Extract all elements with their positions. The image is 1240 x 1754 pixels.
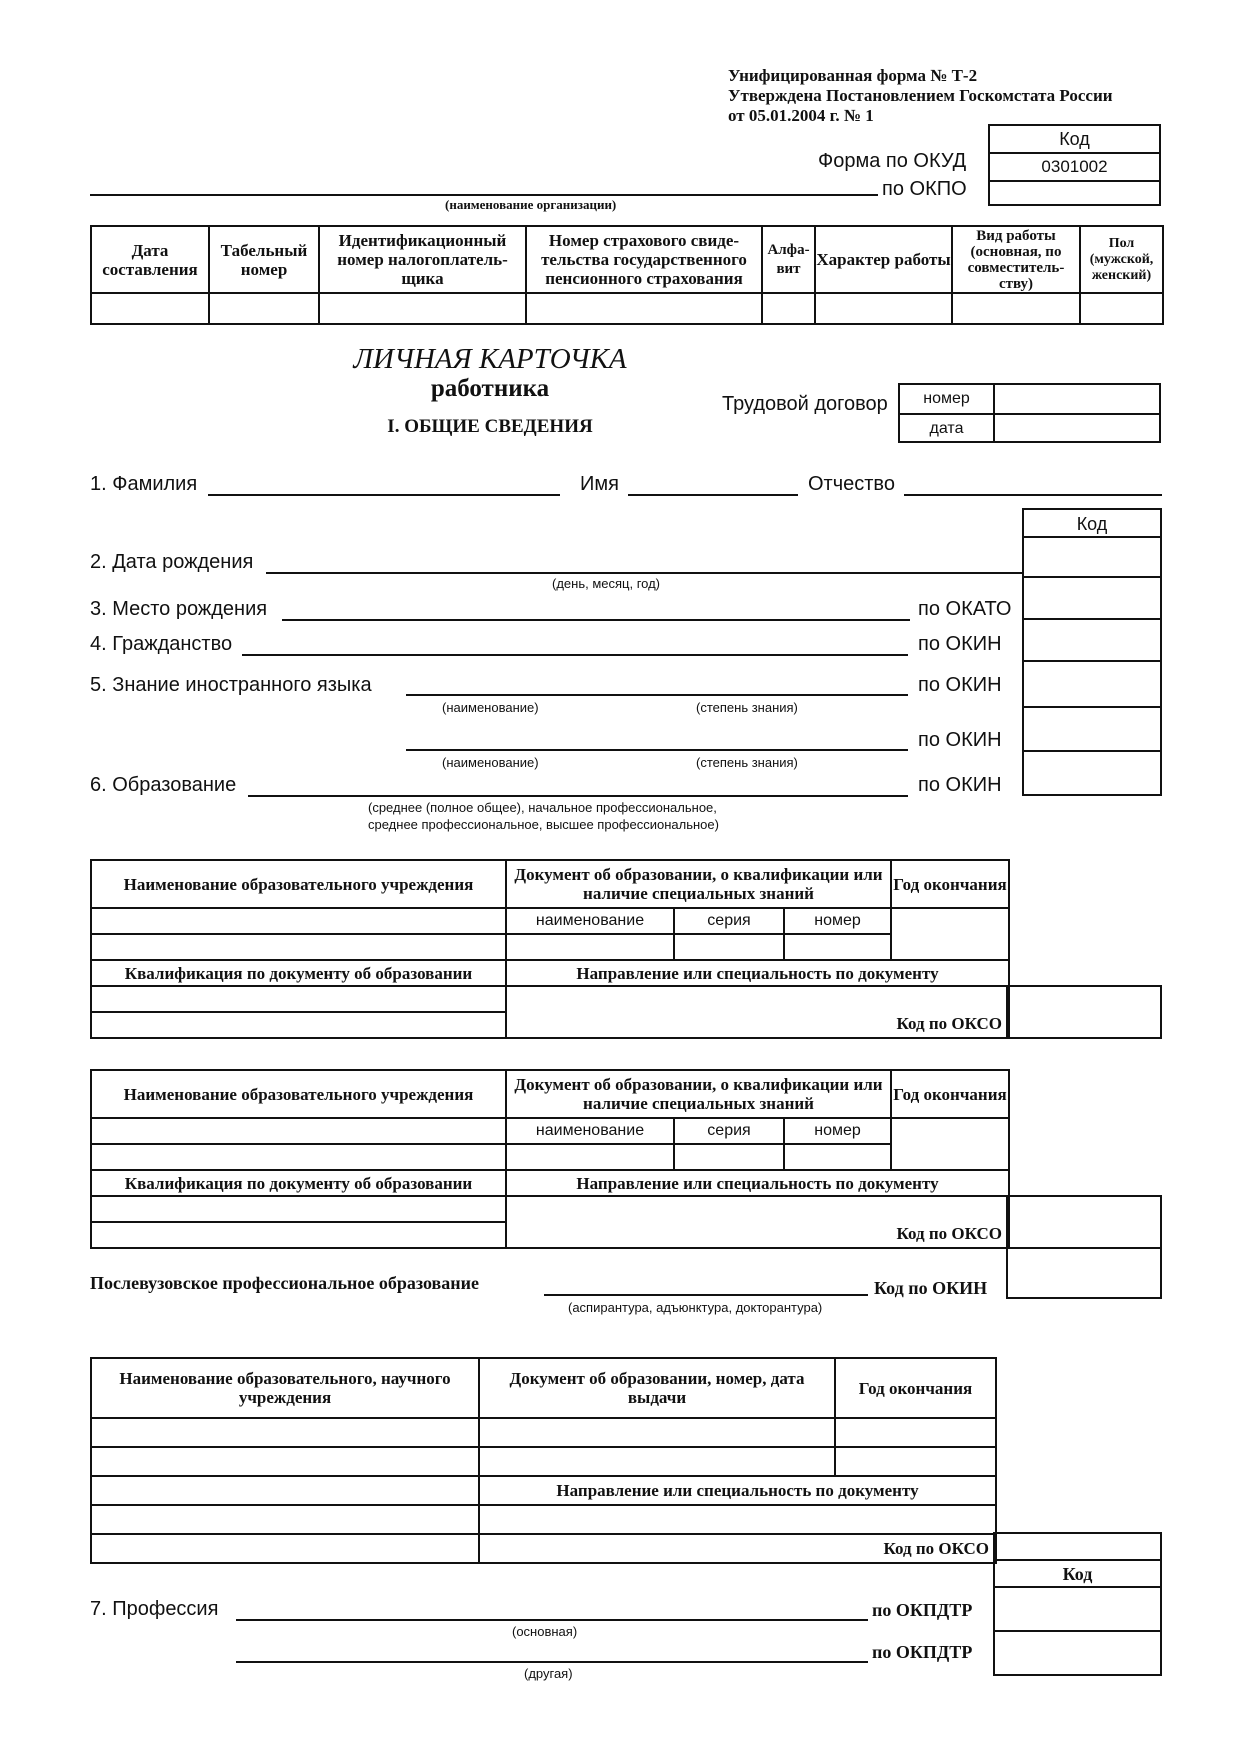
cell-work-kind[interactable] <box>952 293 1080 324</box>
col-work-kind: Вид работы (основная, по совместитель-ству) <box>952 226 1080 293</box>
kod-okato[interactable] <box>1024 578 1160 620</box>
edu1-doc-series-cell[interactable] <box>674 934 784 960</box>
okud-box <box>988 124 1161 206</box>
edu1-qualification-header: Квалификация по документу об образовании <box>91 960 506 986</box>
col-date: Дата составления <box>91 226 209 293</box>
edu2-doc-name-header: наименование <box>506 1118 674 1144</box>
employee-data-table <box>90 225 1164 325</box>
profession-kod-column <box>993 1559 1162 1676</box>
sci-okso-label: Код по ОКСО <box>479 1534 996 1563</box>
sci-direction-header: Направление или специальность по документу <box>479 1476 996 1505</box>
science-table <box>90 1357 997 1564</box>
contract-date-field[interactable] <box>995 415 1159 443</box>
edu2-doc-name-cell[interactable] <box>506 1144 674 1170</box>
edu1-okso-box[interactable] <box>1006 985 1162 1039</box>
okpo-label: по ОКПО <box>882 178 967 200</box>
edu2-doc-number-header: номер <box>784 1118 891 1144</box>
edu2-qualification-cell-1[interactable] <box>91 1196 506 1222</box>
edu2-institution-cell-2[interactable] <box>91 1144 506 1170</box>
form-header-line2: Утверждена Постановлением Госкомстата России <box>728 86 1113 105</box>
profession-kod-label: Код <box>995 1561 1160 1588</box>
card-subtitle: работника <box>430 375 550 402</box>
edu2-institution-header: Наименование образовательного учреждения <box>91 1070 506 1118</box>
sci-document-cell-2[interactable] <box>479 1447 835 1476</box>
form-header <box>728 66 1113 126</box>
sci-year-cell-2[interactable] <box>835 1447 996 1476</box>
edu1-doc-number-cell[interactable] <box>784 934 891 960</box>
okin-language-2-label: по ОКИН <box>918 729 1002 751</box>
postgrad-caption: (аспирантура, адъюнктура, докторантура) <box>568 1300 823 1315</box>
sci-document-cell-1[interactable] <box>479 1418 835 1447</box>
col-work-type: Характер работы <box>815 226 952 293</box>
contract-number-field[interactable] <box>995 385 1159 413</box>
sci-institution-cell-4[interactable] <box>91 1505 479 1534</box>
edu2-institution-cell-1[interactable] <box>91 1118 506 1144</box>
okud-kod-label: Код <box>990 126 1159 154</box>
postgrad-label: Послевузовское профессиональное образование <box>90 1273 479 1293</box>
edu2-okso-label: Код по ОКСО <box>506 1196 1009 1248</box>
language-field-2[interactable] <box>406 749 908 751</box>
org-name-line[interactable] <box>90 194 878 196</box>
edu1-direction-header: Направление или специальность по документу <box>506 960 1009 986</box>
sci-institution-cell-5[interactable] <box>91 1534 479 1563</box>
contract-label: Трудовой договор <box>722 393 888 415</box>
col-gender: Пол (мужской, женский) <box>1080 226 1163 293</box>
education-table-2 <box>90 1069 1010 1249</box>
okato-label: по ОКАТО <box>918 598 1012 620</box>
edu2-year-cell[interactable] <box>891 1118 1009 1170</box>
col-tabel: Табельный номер <box>209 226 319 293</box>
sci-direction-cell[interactable] <box>479 1505 996 1534</box>
col-snils: Номер страхового свиде-тельства государственного пенсионного страхования <box>526 226 762 293</box>
kod-education[interactable] <box>1024 752 1160 794</box>
kod-profession-other[interactable] <box>995 1632 1160 1674</box>
section-title: I. ОБЩИЕ СВЕДЕНИЯ <box>387 416 593 437</box>
sci-institution-header: Наименование образовательного, научного учреждения <box>91 1358 479 1418</box>
postgrad-okin-box[interactable] <box>1006 1247 1162 1299</box>
patronymic-field[interactable] <box>904 494 1162 496</box>
citizenship-field[interactable] <box>242 654 908 656</box>
contract-date-label: дата <box>900 415 995 443</box>
profession-main-field[interactable] <box>236 1619 868 1621</box>
cell-inn[interactable] <box>319 293 526 324</box>
kod-language-2[interactable] <box>1024 708 1160 752</box>
cell-work-type[interactable] <box>815 293 952 324</box>
edu2-qualification-cell-2[interactable] <box>91 1222 506 1248</box>
fields-kod-column <box>1022 508 1162 796</box>
edu1-institution-cell-1[interactable] <box>91 908 506 934</box>
contract-box <box>898 383 1161 443</box>
education-table-1 <box>90 859 1010 1039</box>
cell-snils[interactable] <box>526 293 762 324</box>
language-field-1[interactable] <box>406 694 908 696</box>
surname-label: 1. Фамилия <box>90 473 198 495</box>
edu1-qualification-cell-1[interactable] <box>91 986 506 1012</box>
kod-language-1[interactable] <box>1024 662 1160 708</box>
edu2-doc-series-header: серия <box>674 1118 784 1144</box>
edu1-qualification-cell-2[interactable] <box>91 1012 506 1038</box>
edu1-doc-series-header: серия <box>674 908 784 934</box>
education-caption-1: (среднее (полное общее), начальное профессиональное, <box>368 800 717 815</box>
edu1-doc-name-cell[interactable] <box>506 934 674 960</box>
education-caption-2: среднее профессиональное, высшее профессиональное) <box>368 817 719 832</box>
sci-institution-cell-2[interactable] <box>91 1447 479 1476</box>
okud-label: Форма по ОКУД <box>818 150 967 172</box>
kod-profession-main[interactable] <box>995 1588 1160 1632</box>
profession-label: 7. Профессия <box>90 1598 219 1620</box>
postgrad-okin-label: Код по ОКИН <box>874 1278 988 1298</box>
form-header-line3: от 05.01.2004 г. № 1 <box>728 106 874 125</box>
language-label: 5. Знание иностранного языка <box>90 674 372 696</box>
edu1-okso-label: Код по ОКСО <box>506 986 1009 1038</box>
edu1-document-header: Документ об образовании, о квалификации или наличие специальных знаний <box>506 860 891 908</box>
col-alphabet: Алфа-вит <box>762 226 815 293</box>
patronymic-label: Отчество <box>808 473 895 495</box>
birth-date-caption: (день, месяц, год) <box>552 576 661 591</box>
edu1-year-header: Год окончания <box>891 860 1009 908</box>
cell-alphabet[interactable] <box>762 293 815 324</box>
edu2-okso-box[interactable] <box>1006 1195 1162 1249</box>
form-header-line1: Унифицированная форма № Т-2 <box>728 66 978 85</box>
birth-date-field[interactable] <box>266 572 1022 574</box>
okud-value[interactable]: 0301002 <box>990 154 1159 182</box>
edu2-document-header: Документ об образовании, о квалификации или наличие специальных знаний <box>506 1070 891 1118</box>
birth-place-field[interactable] <box>282 619 910 621</box>
okin-language-1-label: по ОКИН <box>918 674 1002 696</box>
sci-document-header: Документ об образовании, номер, дата выдачи <box>479 1358 835 1418</box>
contract-number-label: номер <box>900 385 995 413</box>
okpdtr-main-label: по ОКПДТР <box>872 1600 973 1620</box>
edu2-qualification-header: Квалификация по документу об образовании <box>91 1170 506 1196</box>
language-level-caption-2: (степень знания) <box>696 755 798 770</box>
okpo-value[interactable] <box>990 182 1159 208</box>
cell-date[interactable] <box>91 293 209 324</box>
edu2-doc-series-cell[interactable] <box>674 1144 784 1170</box>
kod-birth-date[interactable] <box>1024 538 1160 578</box>
profession-other-field[interactable] <box>236 1661 868 1663</box>
birth-place-label: 3. Место рождения <box>90 598 268 620</box>
profession-other-caption: (другая) <box>524 1666 573 1681</box>
okpdtr-other-label: по ОКПДТР <box>872 1642 973 1662</box>
okin-citizenship-label: по ОКИН <box>918 633 1002 655</box>
org-caption: (наименование организации) <box>445 197 617 212</box>
card-title: ЛИЧНАЯ КАРТОЧКА <box>353 343 627 375</box>
education-label: 6. Образование <box>90 774 237 796</box>
surname-field[interactable] <box>208 494 560 496</box>
edu2-year-header: Год окончания <box>891 1070 1009 1118</box>
language-name-caption-2: (наименование) <box>442 755 539 770</box>
first-name-field[interactable] <box>628 494 798 496</box>
first-name-label: Имя <box>580 473 619 495</box>
sci-year-header: Год окончания <box>835 1358 996 1418</box>
edu2-doc-number-cell[interactable] <box>784 1144 891 1170</box>
sci-okso-box[interactable] <box>993 1532 1162 1561</box>
cell-gender[interactable] <box>1080 293 1163 324</box>
okin-education-label: по ОКИН <box>918 774 1002 796</box>
language-name-caption-1: (наименование) <box>442 700 539 715</box>
col-inn: Идентификационный номер налогоплатель-щика <box>319 226 526 293</box>
edu1-doc-number-header: номер <box>784 908 891 934</box>
sci-institution-cell-3[interactable] <box>91 1476 479 1505</box>
cell-tabel[interactable] <box>209 293 319 324</box>
edu1-year-cell[interactable] <box>891 908 1009 960</box>
postgrad-field[interactable] <box>544 1294 868 1296</box>
sci-institution-cell-1[interactable] <box>91 1418 479 1447</box>
edu2-direction-header: Направление или специальность по документу <box>506 1170 1009 1196</box>
kod-citizenship[interactable] <box>1024 620 1160 662</box>
edu1-institution-cell-2[interactable] <box>91 934 506 960</box>
language-level-caption-1: (степень знания) <box>696 700 798 715</box>
edu1-institution-header: Наименование образовательного учреждения <box>91 860 506 908</box>
birth-date-label: 2. Дата рождения <box>90 551 254 573</box>
sci-year-cell-1[interactable] <box>835 1418 996 1447</box>
edu1-doc-name-header: наименование <box>506 908 674 934</box>
profession-main-caption: (основная) <box>512 1624 578 1639</box>
education-field[interactable] <box>248 795 908 797</box>
fields-kod-label: Код <box>1024 510 1160 538</box>
citizenship-label: 4. Гражданство <box>90 633 233 655</box>
